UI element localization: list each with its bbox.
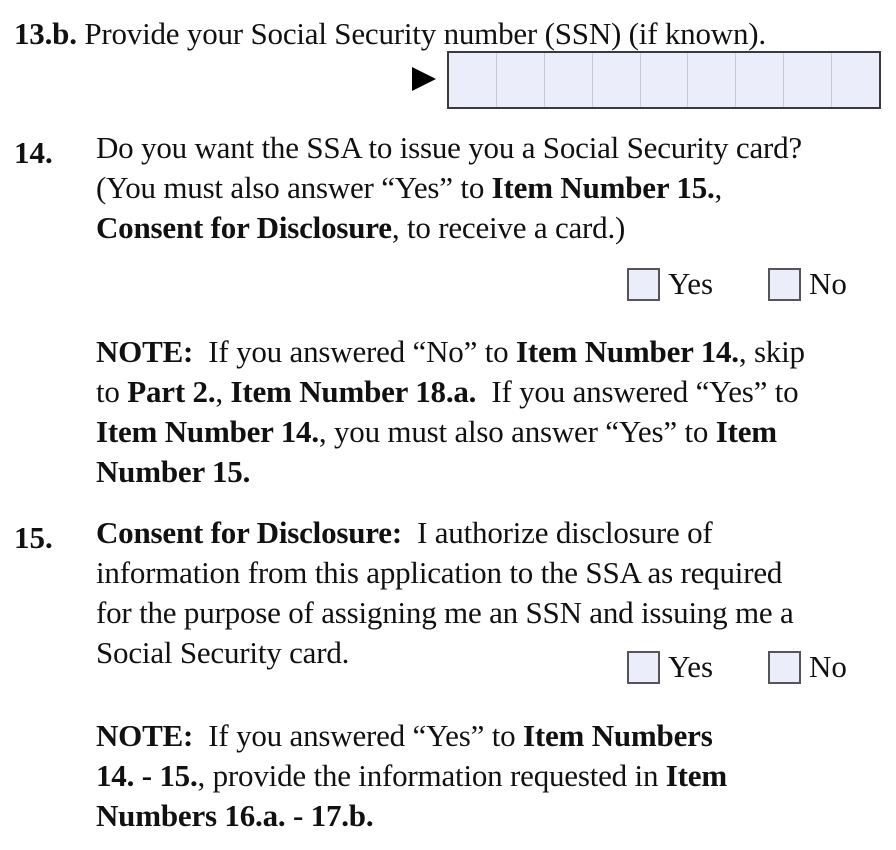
ssn-digit-cell[interactable]	[593, 53, 641, 107]
note-text: to Part 2., Item Number 18.a. If you answered “Yes” to	[96, 374, 799, 409]
note-text: 14. - 15., provide the information requested in Item	[96, 758, 727, 793]
question-text: Consent for Disclosure, to receive a card.)	[96, 210, 626, 245]
item-number: 15.	[14, 520, 53, 555]
item-number: 14.	[14, 135, 53, 170]
note-text: Numbers 16.a. - 17.b.	[96, 798, 374, 833]
no-label: No	[809, 649, 847, 684]
item-number: 13.b.	[14, 16, 77, 51]
ssn-digit-cell[interactable]	[545, 53, 593, 107]
item-14-yes-checkbox[interactable]	[627, 268, 660, 301]
question-text: (You must also answer “Yes” to Item Number 15.,	[96, 170, 723, 205]
note-text: NOTE: If you answered “No” to Item Number 14., skip	[96, 334, 805, 369]
ssn-digit-cell[interactable]	[641, 53, 689, 107]
yes-label: Yes	[668, 649, 714, 684]
question-text: Consent for Disclosure: I authorize disclosure of	[96, 515, 713, 550]
note-text: Item Number 14., you must also answer “Yes” to Item	[96, 414, 777, 449]
ssn-digit-cell[interactable]	[832, 53, 879, 107]
question-text: Provide your Social Security number (SSN) (if known).	[84, 16, 766, 51]
ssn-digit-cell[interactable]	[449, 53, 497, 107]
ssn-digit-cell[interactable]	[497, 53, 545, 107]
item-13b-question	[14, 14, 766, 54]
ssn-input[interactable]	[447, 51, 881, 109]
question-text: Do you want the SSA to issue you a Social Security card?	[96, 130, 802, 165]
question-text: for the purpose of assigning me an SSN and issuing me a	[96, 595, 794, 630]
arrow-pointer-icon	[412, 67, 436, 91]
yes-label: Yes	[668, 266, 714, 301]
item-15-no-checkbox[interactable]	[768, 651, 801, 684]
ssn-digit-cell[interactable]	[736, 53, 784, 107]
no-label: No	[809, 266, 847, 301]
item-14-no-checkbox[interactable]	[768, 268, 801, 301]
item-15-yes-checkbox[interactable]	[627, 651, 660, 684]
note-text: Number 15.	[96, 454, 251, 489]
question-text: Social Security card.	[96, 635, 350, 670]
question-text: information from this application to the SSA as required	[96, 555, 783, 590]
ssn-digit-cell[interactable]	[688, 53, 736, 107]
ssn-digit-cell[interactable]	[784, 53, 832, 107]
note-text: NOTE: If you answered “Yes” to Item Numbers	[96, 718, 713, 753]
